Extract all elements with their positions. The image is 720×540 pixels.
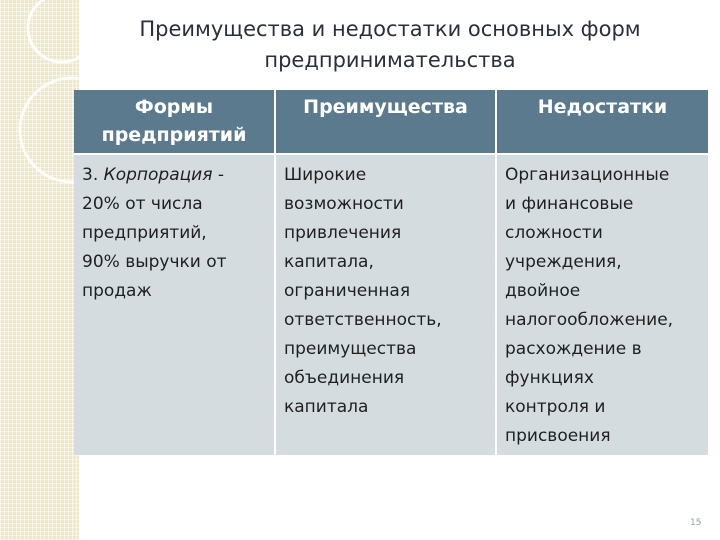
table-header-row [74,90,708,154]
disadvantages-line: Организационные [505,165,670,185]
header-forms [74,90,275,154]
header-forms-line-1: Формы [134,96,214,118]
advantages-line: объединения [284,368,405,388]
form-line-2: 20% от числа [82,194,203,214]
slide-title [90,14,690,76]
decorative-circles [0,0,79,540]
advantages-cell [275,154,496,455]
form-prefix: 3. [82,165,104,185]
comparison-table [74,90,708,455]
form-line-5: продаж [82,281,152,301]
advantages-line: Широкие [284,165,367,185]
advantages-line: ответственность, [284,310,442,330]
disadvantages-line: присвоения [505,426,611,446]
disadvantages-line: двойное [505,281,581,301]
disadvantages-line: учреждения, [505,252,622,272]
disadvantages-cell [496,154,708,455]
form-name: Корпорация [103,165,213,185]
disadvantages-line: расхождение в [505,339,642,359]
disadvantages-line: контроля и [505,397,606,417]
advantages-line: возможности [284,194,404,214]
disadvantages-line: налогообложение, [505,310,674,330]
form-line-4: 90% выручки от [82,252,227,272]
advantages-line: привлечения [284,223,402,243]
header-forms-line-2: предприятий [101,124,247,146]
advantages-line: ограниченная [284,281,411,301]
disadvantages-line: и финансовые [505,194,634,214]
form-dash: - [212,165,225,185]
title-line-1: Преимущества и недостатки основных форм [139,17,641,41]
disadvantages-line: функциях [505,368,594,388]
title-line-2: предпринимательства [264,48,516,72]
table-row [74,154,708,455]
header-disadvantages-label: Недостатки [537,96,668,118]
page-number: 15 [690,518,702,528]
form-line-1 [82,161,268,190]
form-line-3: предприятий, [82,223,207,243]
advantages-line: капитала, [284,252,374,272]
advantages-line: капитала [284,397,369,417]
header-advantages-label: Преимущества [303,96,468,118]
header-disadvantages [496,90,708,154]
disadvantages-line: сложности [505,223,603,243]
advantages-line: преимущества [284,339,417,359]
header-advantages [275,90,496,154]
form-cell [74,154,275,455]
